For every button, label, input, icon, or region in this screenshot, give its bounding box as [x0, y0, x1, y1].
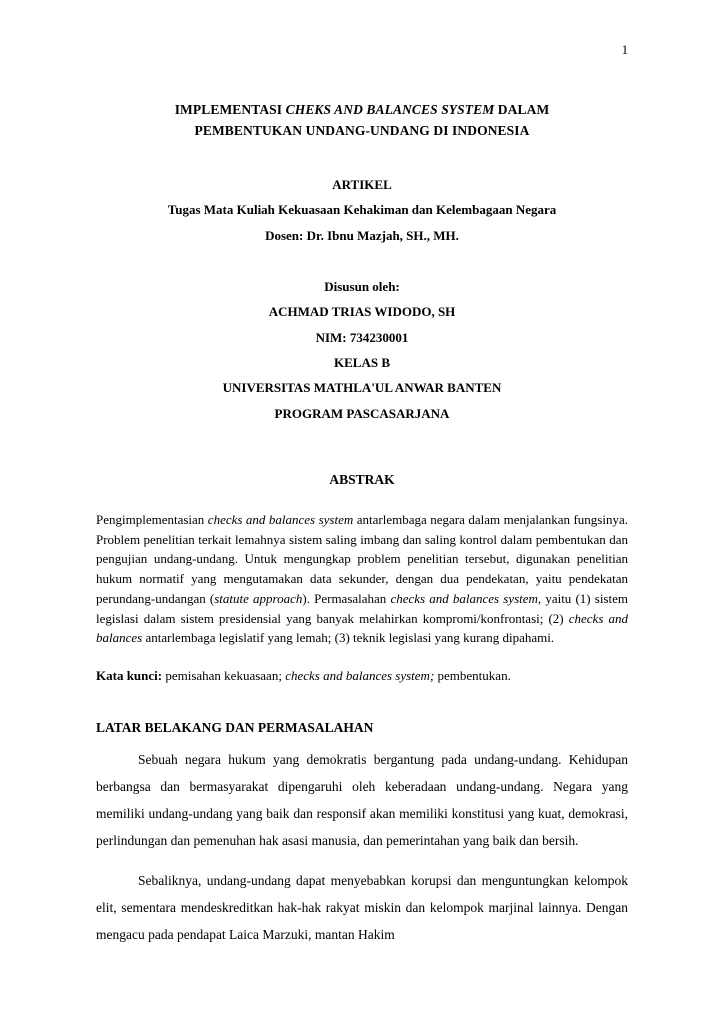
- program-name: PROGRAM PASCASARJANA: [274, 405, 450, 421]
- abstract-italic-4: checks and balances: [96, 610, 629, 646]
- course-name: Tugas Mata Kuliah Kekuasaan Kehakiman dan Kelembagaan Negara: [167, 202, 557, 218]
- section-heading-background: LATAR BELAKANG DAN PERMASALAHAN: [96, 719, 374, 735]
- keywords-part-1: pemisahan kekuasaan;: [162, 668, 286, 684]
- abstract-heading: ABSTRAK: [329, 471, 395, 487]
- document-subtitle-block: [96, 172, 628, 248]
- abstract-italic-3: checks and balances system: [390, 590, 538, 606]
- keywords-italic-1: checks and balances system;: [285, 668, 435, 684]
- author-nim: NIM: 734230001: [315, 329, 409, 345]
- document-title: [96, 100, 628, 142]
- title-line-1-italic: CHEKS AND BALANCES SYSTEM: [285, 102, 495, 117]
- title-line-1-post: DALAM: [494, 102, 550, 117]
- page-number: 1: [621, 43, 628, 57]
- document-type: ARTIKEL: [332, 176, 392, 192]
- keywords-part-2: pembentukan.: [434, 668, 511, 684]
- author-class: KELAS B: [334, 354, 390, 370]
- abstract-part-4: , yaitu (1) sistem legislasi dalam sistem presidensial yang banyak melahirkan kompromi/konfrontasi; (2): [96, 590, 628, 626]
- keywords-paragraph: [96, 666, 628, 686]
- university-name: UNIVERSITAS MATHLA'UL ANWAR BANTEN: [222, 380, 502, 396]
- abstract-part-2: antarlembaga negara dalam menjalankan fungsinya. Problem penelitian terkait lemahnya sistem saling imbang dan saling kontrol dalam pembentukan dan pengujian undang-undang. Untuk mengungkap problem penelitian tersebut, digunakan penelitian hukum normatif yang mengutamakan data sekunder, dengan dua pendekatan, yaitu pendekatan perundang-undangan (: [96, 511, 628, 606]
- title-line-1-pre: IMPLEMENTASI: [174, 102, 286, 117]
- body-paragraph-2: Sebaliknya, undang-undang dapat menyebabkan korupsi dan menguntungkan kelompok elit, sementara mendeskreditkan hak-hak rakyat miskin dan kelompok marjinal lainnya. Dengan mengacu pada pendapat Laica Marzuki, mantan Hakim: [96, 873, 628, 943]
- abstract-italic-1: checks and balances system: [207, 511, 354, 527]
- keywords-label: Kata kunci:: [96, 668, 163, 684]
- title-line-2: PEMBENTUKAN UNDANG-UNDANG DI INDONESIA: [194, 122, 530, 138]
- lecturer-name: Dosen: Dr. Ibnu Mazjah, SH., MH.: [265, 227, 459, 243]
- abstract-part-3: ). Permasalahan: [302, 590, 391, 606]
- title-line-1: [96, 100, 628, 121]
- abstract-part-1: Pengimplementasian: [96, 511, 208, 527]
- body-paragraph-1: Sebuah negara hukum yang demokratis bergantung pada undang-undang. Kehidupan berbangsa dan bermasyarakat dipengaruhi oleh keberadaan undang-undang. Negara yang memiliki undang-undang yang baik dan responsif akan memiliki konstitusi yang kuat, demokrasi, perlindungan dan pemenuhan hak asasi manusia, dan pemerintahan yang baik dan bersih.: [96, 751, 628, 848]
- prepared-by-label: Disusun oleh:: [324, 278, 400, 294]
- author-block: [96, 274, 628, 426]
- abstract-paragraph: [96, 510, 628, 648]
- abstract-part-5: antarlembaga legislatif yang lemah; (3) teknik legislasi yang kurang dipahami.: [142, 630, 555, 646]
- author-name: ACHMAD TRIAS WIDODO, SH: [268, 304, 456, 320]
- abstract-italic-2: statute approach: [214, 590, 303, 606]
